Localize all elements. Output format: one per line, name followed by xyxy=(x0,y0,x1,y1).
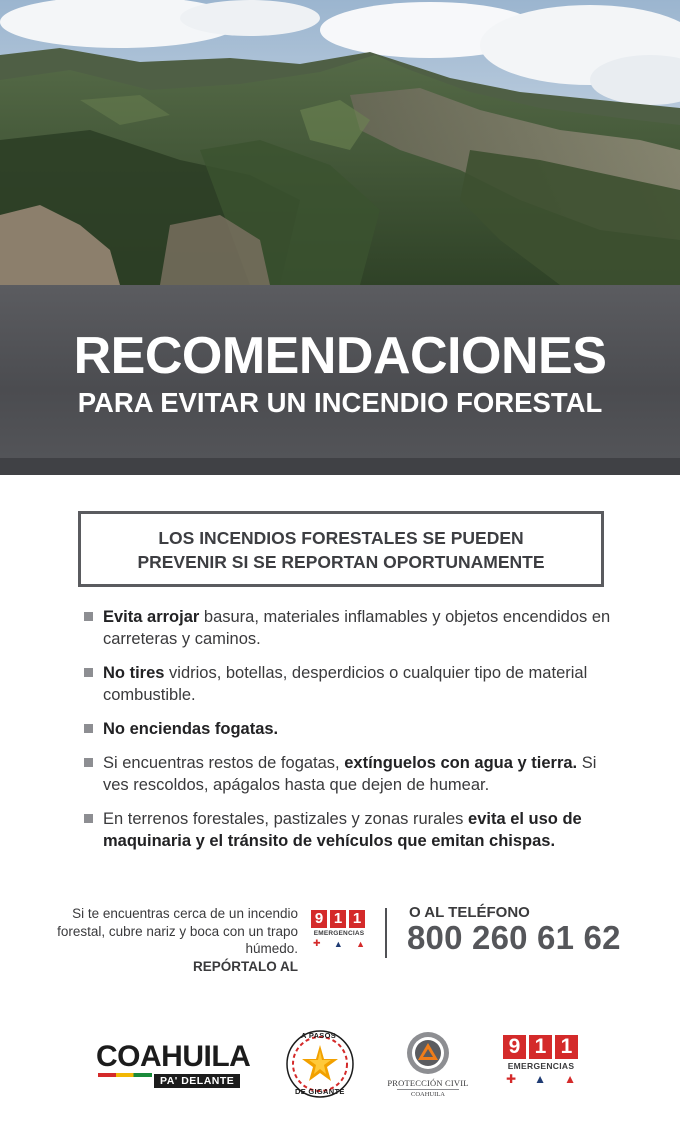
report-line-2: forestal, cubre nariz y boca con un trapo xyxy=(57,923,298,939)
cross-icon: ✚ xyxy=(313,938,321,948)
proteccion-civil-logo xyxy=(385,1030,471,1100)
report-line-3 xyxy=(14,940,298,975)
callout-line-1: LOS INCENDIOS FORESTALES SE PUEDEN xyxy=(158,528,524,548)
911-digits xyxy=(311,910,367,928)
tip-lead-text: En terrenos forestales, pastizales y zonas rurales xyxy=(103,810,469,828)
report-cta: REPÓRTALO AL xyxy=(193,958,298,974)
recommendation-list xyxy=(84,606,624,864)
fire-icon: ▲ xyxy=(356,938,365,949)
bullet-square-icon xyxy=(84,758,93,767)
proteccion-civil-subtitle: COAHUILA xyxy=(397,1089,459,1098)
coahuila-wordmark: COAHUILA xyxy=(96,1040,251,1073)
report-instructions xyxy=(14,905,298,975)
prevention-callout-box xyxy=(78,511,604,587)
tip-bold-text: No enciendas fogatas. xyxy=(103,720,279,738)
report-line-3-text: húmedo. xyxy=(245,941,298,956)
tip-bold-text: Evita arrojar xyxy=(103,608,200,626)
911-word: EMERGENCIAS xyxy=(313,930,365,937)
911-digit: 1 xyxy=(555,1035,578,1059)
tip-text: vidrios, botellas, desperdicios o cualquier tipo de material combustible. xyxy=(103,664,588,704)
tip-bold-text: evita el uso de maquinaria y el tránsito de vehículos que emitan chispas. xyxy=(103,810,582,850)
tip-bold-text: extínguelos con agua y tierra. xyxy=(344,754,578,772)
tip-text: basura, materiales inflamables y objetos encendidos en carreteras y caminos. xyxy=(103,608,611,648)
fire-icon: ▲ xyxy=(564,1072,576,1086)
list-item xyxy=(84,606,624,650)
tip-text: Si ves rescoldos, apágalos hasta que dejen de humear. xyxy=(103,754,597,794)
pasos-top-label: A PASOS xyxy=(301,1031,337,1040)
911-digits xyxy=(503,1035,579,1059)
bullet-square-icon xyxy=(84,668,93,677)
report-divider xyxy=(385,908,387,958)
cross-icon: ✚ xyxy=(506,1072,517,1086)
callout-line-2: PREVENIR SI SE REPORTAN OPORTUNAMENTE xyxy=(137,552,545,572)
a-pasos-de-gigante-logo xyxy=(285,1029,355,1099)
911-digit: 9 xyxy=(503,1035,526,1059)
emergency-911-logo xyxy=(503,1035,579,1086)
phone-label: O AL TELÉFONO xyxy=(409,904,530,921)
phone-number[interactable]: 800 260 61 62 xyxy=(407,919,621,956)
911-digit: 1 xyxy=(330,910,346,928)
title-band-footer-stripe xyxy=(0,458,680,475)
page-title: RECOMENDACIONES xyxy=(73,327,607,385)
911-digit: 1 xyxy=(349,910,365,928)
tip-lead-text: Si encuentras restos de fogatas, xyxy=(103,754,345,772)
911-word: EMERGENCIAS xyxy=(507,1061,575,1071)
911-icon-row xyxy=(503,1072,579,1086)
mountain-landscape-image xyxy=(0,0,680,285)
page-subtitle: PARA EVITAR UN INCENDIO FORESTAL xyxy=(77,387,603,418)
list-item xyxy=(84,662,624,706)
bullet-square-icon xyxy=(84,724,93,733)
911-icon-row xyxy=(311,938,367,949)
list-item xyxy=(84,808,624,852)
police-cap-icon: ▲ xyxy=(333,938,343,949)
bullet-square-icon xyxy=(84,814,93,823)
coahuila-logo xyxy=(96,1040,252,1090)
proteccion-civil-title: PROTECCIÓN CIVIL xyxy=(387,1078,469,1088)
list-item xyxy=(84,718,624,740)
tip-bold-text: No tires xyxy=(103,664,165,682)
pasos-bottom-label: DE GIGANTE xyxy=(295,1087,345,1096)
emergency-911-logo-small xyxy=(311,910,367,949)
report-line-1: Si te encuentras cerca de un incendio xyxy=(72,906,298,921)
911-digit: 9 xyxy=(311,910,327,928)
coahuila-tagline: PA' DELANTE xyxy=(154,1074,240,1088)
list-item xyxy=(84,752,624,796)
911-digit: 1 xyxy=(529,1035,552,1059)
hero-photo xyxy=(0,0,680,285)
proteccion-civil-emblem-icon xyxy=(405,1030,451,1076)
coahuila-color-stripe xyxy=(98,1073,152,1077)
bullet-square-icon xyxy=(84,612,93,621)
police-cap-icon: ▲ xyxy=(534,1072,547,1086)
